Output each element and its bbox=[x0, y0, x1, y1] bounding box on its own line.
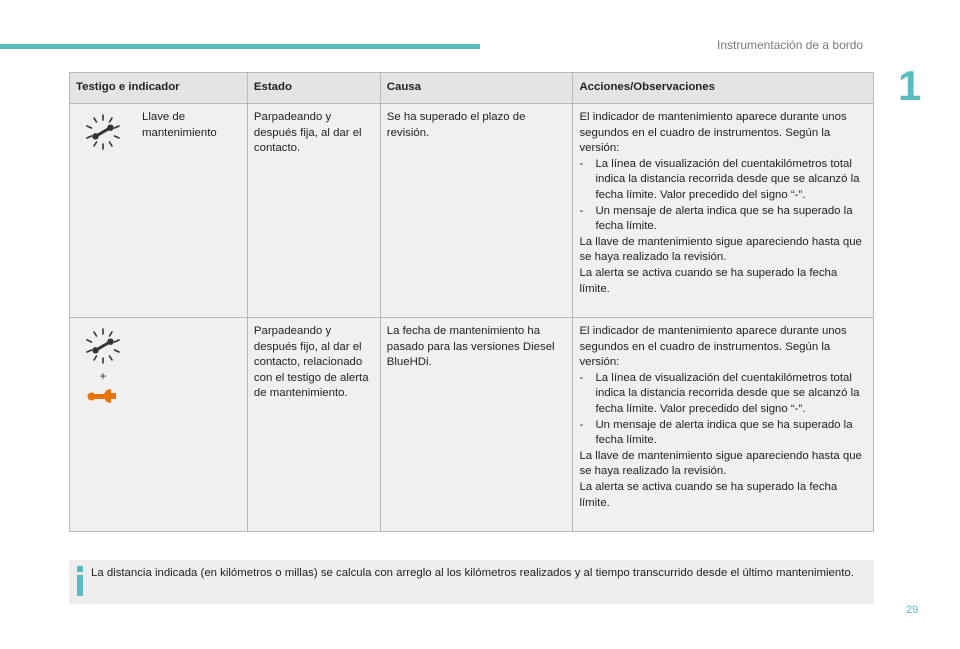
wrench-rays-icon bbox=[83, 112, 123, 152]
actions-bullets bbox=[579, 371, 867, 449]
accent-bar bbox=[0, 44, 480, 49]
list-item: - La línea de visualización del cuentakilómetros total indica la distancia recorrida desde que se alcanzó la fecha límite. Valor precedido del signo “-”. bbox=[579, 157, 860, 201]
actions-cell bbox=[573, 318, 874, 532]
state-cell: Parpadeando y después fijo, al dar el contacto, relacionado con el testigo de alerta de mantenimiento. bbox=[247, 318, 380, 532]
actions-bullets bbox=[579, 157, 867, 235]
list-item: - La línea de visualización del cuentakilómetros total indica la distancia recorrida desde que se alcanzó la fecha límite. Valor precedido del signo “-”. bbox=[579, 371, 860, 415]
actions-intro: El indicador de mantenimiento aparece durante unos segundos en el cuadro de instrumentos. Según la versión: bbox=[579, 111, 847, 155]
actions-note: La llave de mantenimiento sigue apareciendo hasta que se haya realizado la revisión. bbox=[579, 449, 862, 478]
wrench-orange-icon bbox=[85, 386, 121, 406]
actions-note: La alerta se activa cuando se ha superado la fecha límite. bbox=[579, 266, 838, 295]
actions-intro: El indicador de mantenimiento aparece durante unos segundos en el cuadro de instrumentos. Según la versión: bbox=[579, 325, 847, 369]
indicator-cell bbox=[70, 318, 248, 532]
column-header: Acciones/Observaciones bbox=[573, 73, 874, 104]
actions-note: La alerta se activa cuando se ha superado la fecha límite. bbox=[579, 480, 838, 509]
cause-cell: La fecha de mantenimiento ha pasado para las versiones Diesel BlueHDi. bbox=[380, 318, 573, 532]
table-row bbox=[70, 318, 874, 532]
indicator-cell bbox=[70, 104, 248, 318]
column-header: Estado bbox=[247, 73, 380, 104]
actions-cell bbox=[573, 104, 874, 318]
wrench-rays-icon bbox=[83, 326, 123, 366]
column-header: Causa bbox=[380, 73, 573, 104]
indicator-label bbox=[136, 324, 142, 406]
list-item: - Un mensaje de alerta indica que se ha superado la fecha límite. bbox=[579, 418, 853, 447]
page-number: 29 bbox=[906, 604, 919, 616]
table-row bbox=[70, 104, 874, 318]
table-header-row bbox=[70, 73, 874, 104]
state-cell: Parpadeando y después fija, al dar el contacto. bbox=[247, 104, 380, 318]
chapter-number: 1 bbox=[898, 62, 922, 109]
column-header: Testigo e indicador bbox=[70, 73, 248, 104]
note-text: La distancia indicada (en kilómetros o millas) se calcula con arreglo al los kilómetros realizados y al tiempo transcurrido desde el último mantenimiento. bbox=[91, 567, 854, 579]
cause-cell: Se ha superado el plazo de revisión. bbox=[380, 104, 573, 318]
indicator-label: Llave de mantenimiento bbox=[142, 111, 217, 139]
info-note bbox=[69, 560, 874, 604]
actions-note: La llave de mantenimiento sigue apareciendo hasta que se haya realizado la revisión. bbox=[579, 235, 862, 264]
list-item: - Un mensaje de alerta indica que se ha superado la fecha límite. bbox=[579, 204, 853, 233]
plus-sign: + bbox=[99, 369, 107, 383]
info-icon bbox=[77, 566, 83, 596]
indicator-table bbox=[69, 72, 874, 532]
section-title: Instrumentación de a bordo bbox=[717, 38, 864, 52]
